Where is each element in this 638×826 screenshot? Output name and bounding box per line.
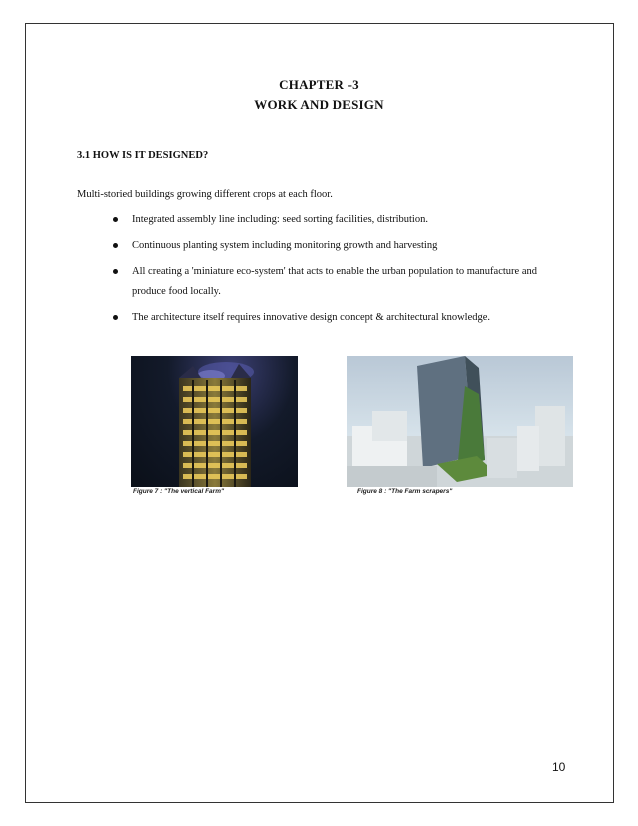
bullet-text: The architecture itself requires innovative design concept & architectural knowledge. (132, 312, 491, 323)
figure-caption: Figure 7 : "The vertical Farm" (133, 488, 225, 495)
list-item (113, 236, 563, 256)
bullet-icon (113, 243, 118, 248)
section-heading: 3.1 HOW IS IT DESIGNED? (77, 150, 209, 161)
list-item (113, 262, 563, 302)
bullet-text: Continuous planting system including monitoring growth and harvesting (132, 240, 438, 251)
bullet-icon (113, 269, 118, 274)
chapter-number: CHAPTER -3 (279, 77, 359, 92)
list-item (113, 210, 563, 230)
bullet-text: Integrated assembly line including: seed sorting facilities, distribution. (132, 214, 428, 225)
intro-paragraph: Multi-storied buildings growing different crops at each floor. (77, 189, 333, 200)
bullet-list (113, 210, 563, 334)
chapter-title: WORK AND DESIGN (254, 97, 384, 112)
figure-caption: Figure 8 : "The Farm scrapers" (357, 488, 453, 495)
page-number: 10 (552, 760, 566, 774)
bullet-text: All creating a 'miniature eco-system' that acts to enable the urban population to manufacture and produce food locally. (132, 266, 537, 297)
bullet-icon (113, 315, 118, 320)
bullet-icon (113, 217, 118, 222)
farm-scraper-image (347, 356, 573, 487)
list-item (113, 308, 563, 328)
vertical-farm-image (131, 356, 298, 487)
